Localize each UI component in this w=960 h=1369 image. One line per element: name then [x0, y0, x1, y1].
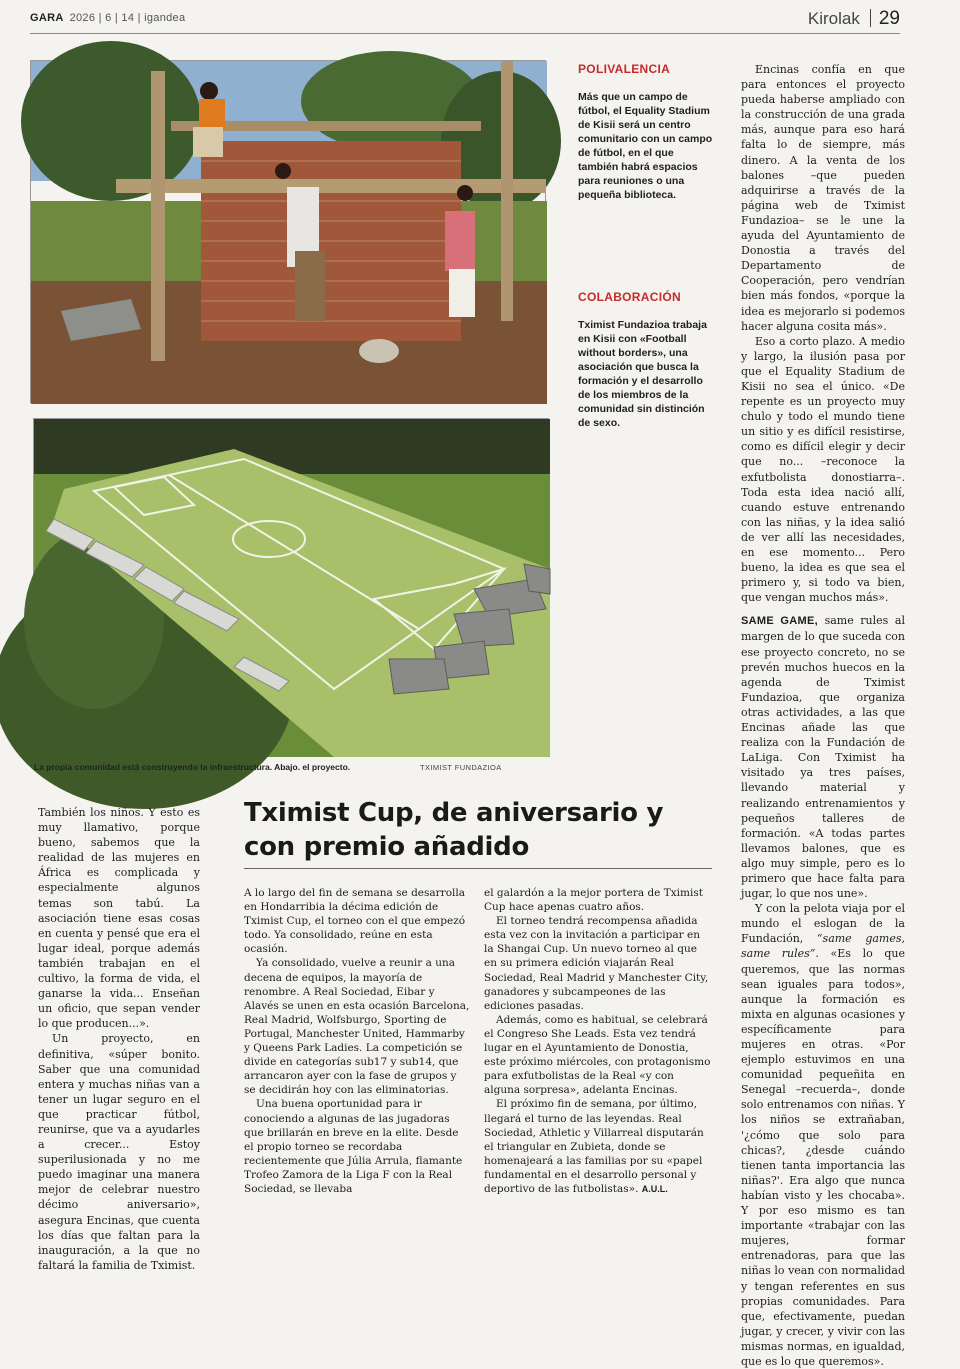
page-number: 29 [878, 8, 900, 29]
header-rule [30, 33, 900, 34]
sidebar-polivalencia [578, 62, 713, 202]
sidebar-text: Más que un campo de fútbol, el Equality Stadium de Kisii será un centro comunitario con un campo de fútbol, en el que también habrá espacios para reuniones o una pequeña biblioteca. [578, 91, 713, 201]
paragraph: Una buena oportunidad para ir conociendo a algunas de las jugadoras que brillarán en breve en la elite. Desde el propio torneo se recordaba recientemente que Júlia Arrula, flamante Trofeo Zamora de la Liga F con la Real Sociedad, se llevaba [244, 1098, 463, 1195]
paragraph: el galardón a la mejor portera de Tximist Cup hace apenas cuatro años. [484, 887, 703, 914]
sidebar-colaboracion [578, 290, 713, 430]
section-name: Kirolak [807, 9, 860, 28]
masthead [30, 12, 185, 24]
article-column-1 [244, 886, 470, 1196]
paragraph: Encinas confía en que para entonces el proyecto pueda haberse ampliado con la construcción de una grada más, aunque para eso hará falta lo de siempre, más dinero. A la venta de los balones –que pueden adquirirse a través de la página web de Tximist Fundazioa– se le une la ayuda del Ayuntamiento de Donostia a través del Departamento de Cooperación, pero vendrían bien más fondos, «porque la idea es mejorarlo si podemos hacer alguna cosita más». [741, 63, 905, 333]
photo-credit: TXIMIST FUNDAZIOA [420, 763, 502, 772]
issue-date: 2026 | 6 | 14 | igandea [69, 12, 186, 24]
paragraph: El torneo tendrá recompensa añadida esta vez con la invitación a participar en la Shangai Cup. Un nuevo torneo al que en su primera edición viajarán Real Sociedad, Real Madrid y Manchester City, ganadores y subcampeones de las ediciones pasadas. [484, 915, 709, 1012]
paragraph: Un proyecto, en definitiva, «súper bonito. Saber que una comunidad entera y muchas niñas van a tener un lugar seguro en el que practicar fútbol, reunirse, que va a ayudarles a crecer... Estoy superilusionada y no me puedo imaginar una manera mejor de celebrar nuestro décimo aniversario», asegura Encinas, que cuenta los días que faltan para la inauguración, a la que no faltará la familia de Tximist. [38, 1032, 200, 1272]
sidebar-heading: POLIVALENCIA [578, 62, 671, 76]
lead-in: SAME GAME, [741, 615, 818, 628]
photo-caption: La propia comunidad está construyendo la infraestructura. Abajo. el proyecto. [34, 762, 351, 772]
slogan: “same games, same rules” [741, 932, 905, 961]
paragraph: También los niños. Y esto es muy llamativo, porque bueno, sabemos que la realidad de las mujeres en África es complicada y especialmente algunos temas son tabú. La asociación tiene esas cosas en cuenta y pensé que era el lugar ideal, porque además también trabajan en el cultivo, la forma de vida, el ganarse la vida... Enseñan un oficio, que sepan vender lo que producen...». [38, 806, 200, 1031]
title-rule [244, 868, 712, 869]
aerial-field-photo [33, 418, 549, 756]
paper-name: GARA [30, 12, 64, 24]
construction-photo [30, 60, 546, 403]
paragraph: Y con la pelota viaja por el mundo el eslogan de la Fundación, “same games, same rules”. «Es lo que queremos, que las normas sean iguales para todos», aunque la formación es mixta en algunas ocasiones y específicamente para mujeres en otras. «Por ejemplo estuvimos en una comunidad pequeñita en Senegal –recuerda–, donde solo entrenamos con niñas. Y los niños se extrañaban, '¿cómo que solo para chicas?, ¿desde cuándo tienen tanta importancia las niñas?'. Era algo que nunca habían visto y les chocaba». Y por eso mismo es tan importante «trabajar con las mujeres, formar entrenadoras, para que las niñas lo vean con normalidad y tengan referentes en sus propias comunidades. Para que, efectivamente, puedan jugar, y crecer, y vivir con las mismas normas, en igualdad, que es lo que queremos». [741, 902, 905, 1368]
article-title: Tximist Cup, de aniversario y con premio añadido [244, 798, 664, 862]
left-column [38, 805, 200, 1273]
paragraph: Además, como es habitual, se celebrará el Congreso She Leads. Esta vez tendrá lugar en el Ayuntamiento de Donostia, este próximo miércoles, con protagonismo para exfutbolistas de la Real «y con alguna sorpresa», adelanta Encinas. [484, 1013, 711, 1097]
section-header [808, 8, 900, 30]
sidebar-heading: COLABORACIÓN [578, 290, 681, 304]
paragraph: Eso a corto plazo. A medio y largo, la ilusión pasa por que el Equality Stadium de Kisii no sea el único. «De repente es un proyecto muy chulo y todo el mundo tiene un sitio y es difícil resistirse, como es difícil elegir y decir que no... –reconoce la exfutbolista donostiarra–. Toda esta idea nació allí, cuando estuve entrenando con las niñas, y la idea salió de ver allí las necesidades, en ese momento... Pero bueno, la idea es que sea el primero y, si todo va bien, que vengan muchos más». [741, 334, 905, 605]
sidebar-text: Tximist Fundazioa trabaja en Kisii con «Football without borders», una asociación que busca la formación y el desarrollo de los miembros de la comunidad sin distinción de sexo. [578, 319, 707, 429]
paragraph: El próximo fin de semana, por último, llegará el turno de las leyendas. Real Sociedad, Athletic y Villarreal disputarán el triangular en Zubieta, donde se homenajeará a las familias por su «papel fundamental en el desarrollo personal y deportivo de las futbolistas». A.U.L. [484, 1098, 704, 1195]
header-divider [870, 9, 871, 27]
author-signature: A.U.L. [641, 1183, 668, 1194]
article-column-2 [484, 886, 712, 1196]
paragraph: Ya consolidado, vuelve a reunir a una decena de equipos, la mayoría de renombre. A Real Sociedad, Eibar y Alavés se unen en esta ocasión Barcelona, Real Madrid, Wolfsburgo, Sporting de Portugal, Manchester United, Hammarby y Queens Park Ladies. La competición se divide en categorías sub17 y sub14, que arrancaron ayer con la fase de grupos y se decidirán hoy con las eliminatorias. [244, 957, 470, 1097]
paragraph: A lo largo del fin de semana se desarrolla en Hondarribia la décima edición de Tximist Cup, el torneo con el que empezó todo. Ya consolidado, reúne en esta ocasión. [244, 887, 466, 956]
paragraph: SAME GAME, same rules al margen de lo que suceda con ese proyecto concreto, no se prevén muchos huecos en la agenda de Tximist Fundazioa, que organiza otras actividades, a las que Encinas añade las que realiza con la Fundación de LaLiga. Con Tximist ha visitado ya tres países, llevando material y realizando entrenamientos y pequeños talleres de formación. «A todas partes llevamos balones, que es algo muy simple, pero es lo primero que hace falta para jugar, lo que nos une». [741, 614, 905, 901]
right-column [741, 62, 905, 1369]
